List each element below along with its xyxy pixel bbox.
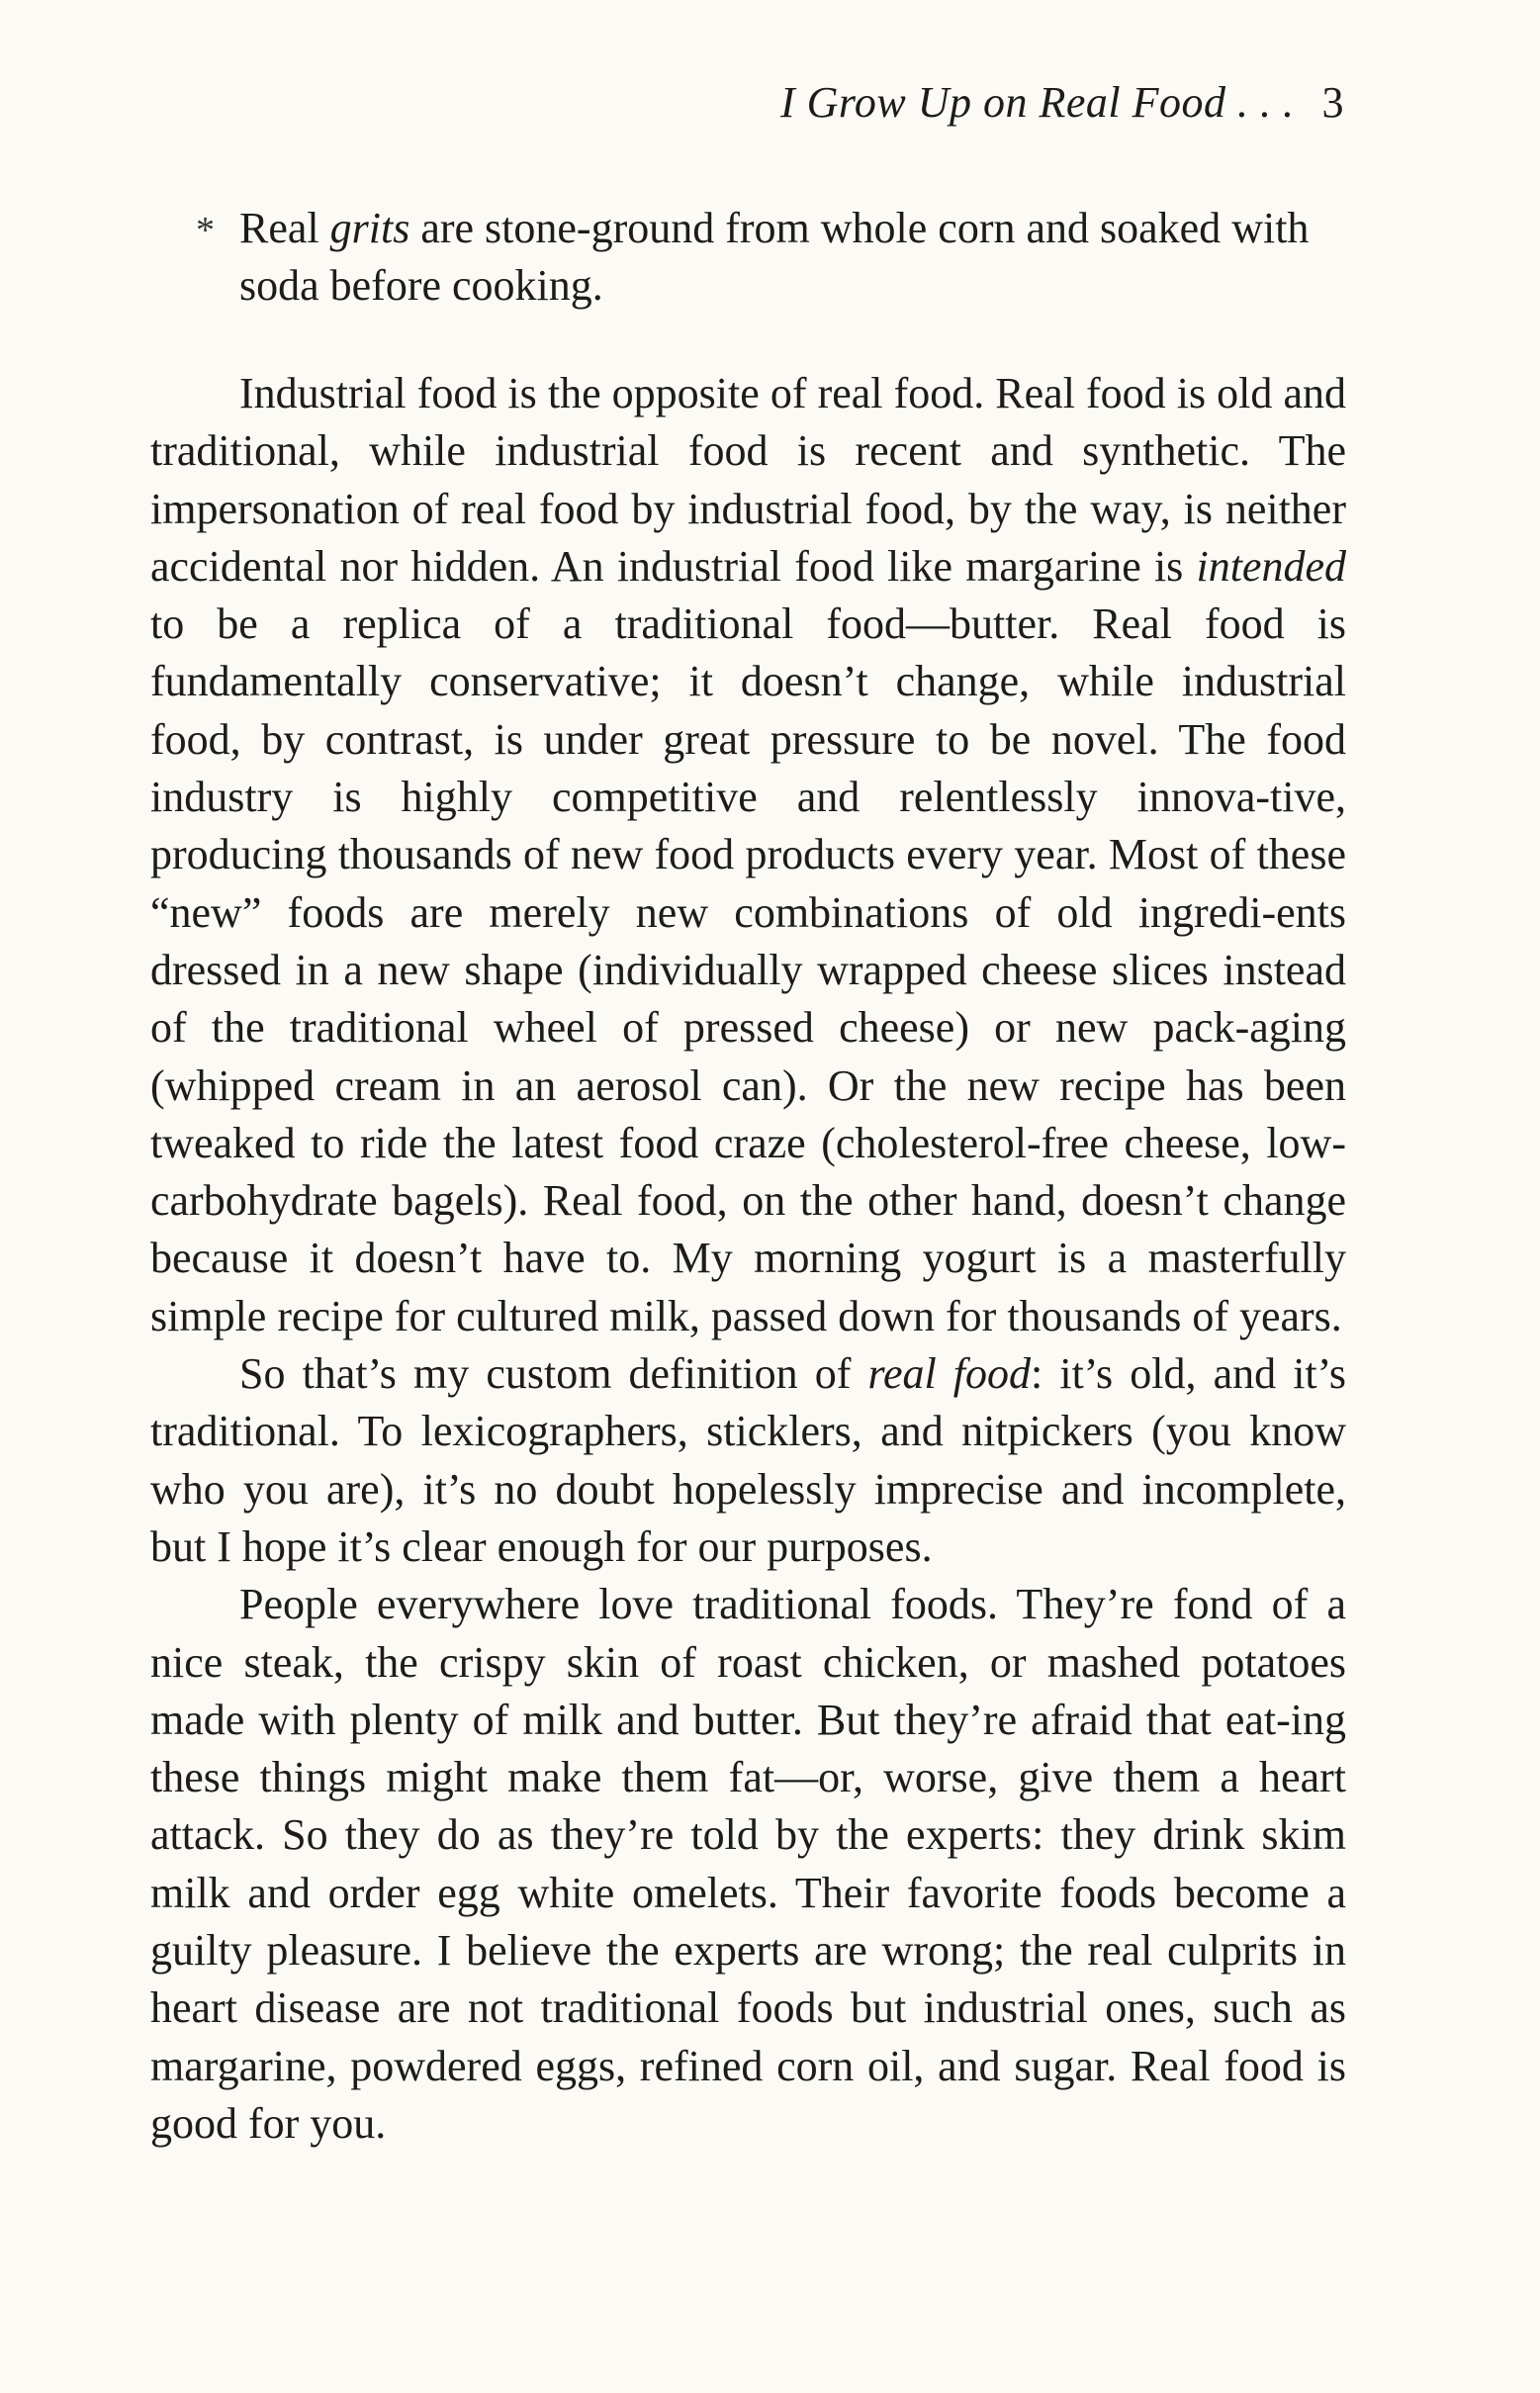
body-text: [150, 365, 1346, 2153]
running-head: [780, 77, 1344, 128]
paragraph-3: People everywhere love traditional foods. They’re fond of a nice steak, the crispy skin of roast chicken, or mashed potatoes made with plenty of milk and butter. But they’re afraid that eat-ing these things might make them fat—or, worse, give them a heart attack. So they do as they’re told by the experts: they drink skim milk and order egg white omelets. Their favorite foods become a guilty pleasure. I believe the experts are wrong; the real culprits in heart disease are not traditional foods but industrial ones, such as margarine, powdered eggs, refined corn oil, and sugar. Real food is good for you.: [150, 1580, 1346, 2148]
emphasis-intended: intended: [1196, 541, 1346, 591]
asterisk-icon: *: [196, 210, 215, 251]
running-title: I Grow Up on Real Food . . .: [779, 78, 1295, 127]
paragraph-2: So that’s my custom definition of real food: it’s old, and it’s traditional. To lexicographers, sticklers, and nitpickers (you know who you are), it’s no doubt hopelessly imprecise and incomplete, but I hope it’s clear enough for our purposes.: [150, 1349, 1347, 1571]
page-number: 3: [1321, 78, 1344, 127]
bullet-term: grits: [329, 204, 410, 252]
bullet-text: Real grits are stone-ground from whole corn and soaked with soda before cooking.: [239, 204, 1310, 310]
emphasis-real-food: real food: [867, 1349, 1032, 1399]
footnote-bullet: [196, 200, 1353, 315]
paragraph-1: Industrial food is the opposite of real food. Real food is old and traditional, while industrial food is recent and synthetic. The impersonation of real food by industrial food, by the way, is neither accidental nor hidden. An industrial food like margarine is intended to be a replica of a traditional food—butter. Real food is fundamentally conservative; it doesn’t change, while industrial food, by contrast, is under great pressure to be novel. The food industry is highly competitive and relentlessly innova-tive, producing thousands of new food products every year. Most of these “new” foods are merely new combinations of old ingredi-ents dressed in a new shape (individually wrapped cheese slices instead of the traditional wheel of pressed cheese) or new pack-aging (whipped cream in an aerosol can). Or the new recipe has been tweaked to ride the latest food craze (cholesterol-free cheese, low-carbohydrate bagels). Real food, on the other hand, doesn’t change because it doesn’t have to. My morning yogurt is a masterfully simple recipe for cultured milk, passed down for thousands of years.: [150, 369, 1346, 1340]
